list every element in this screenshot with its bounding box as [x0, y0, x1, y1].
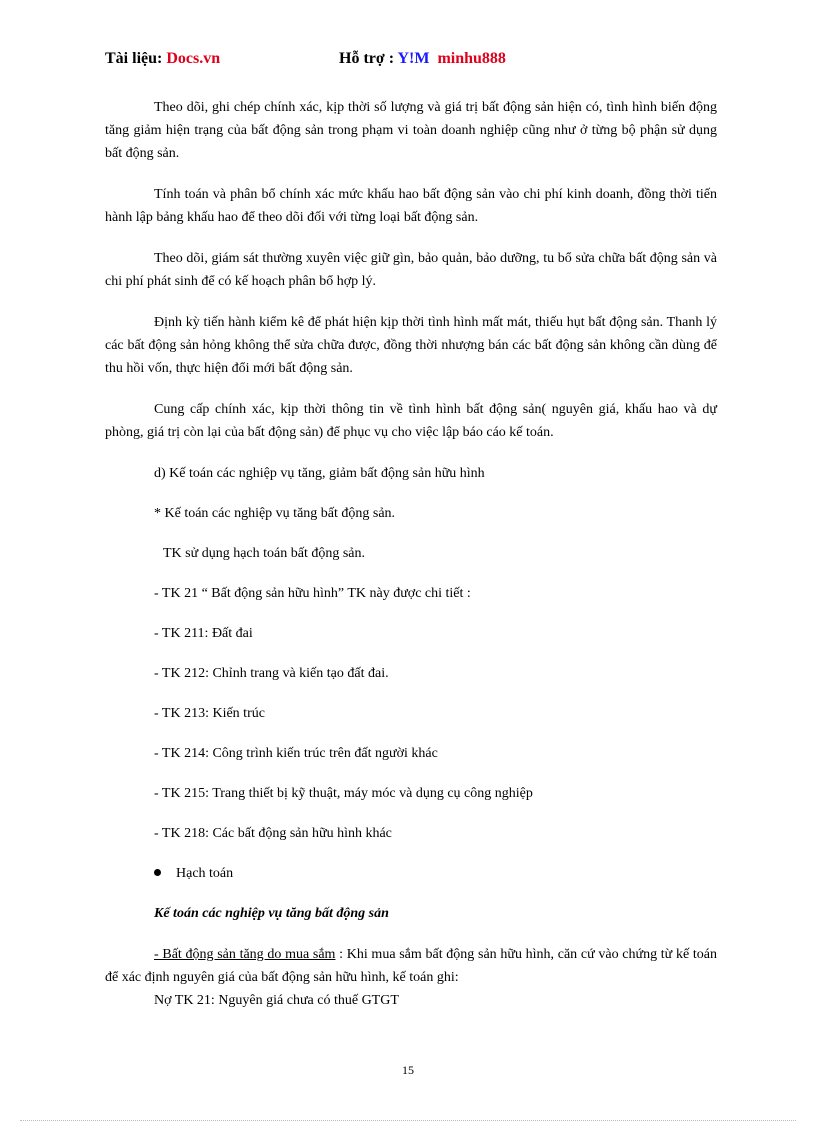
paragraph-2: Tính toán và phân bổ chính xác mức khấu hao bất động sản vào chi phí kinh doanh, đồng thời tiến hành lập bảng khấu hao để theo dõi đối với từng loại bất động sản.: [105, 187, 717, 225]
doc-site-link[interactable]: Docs.vn: [166, 50, 221, 67]
purchase-paragraph: [105, 943, 717, 989]
doc-label: Tài liệu: [105, 50, 158, 67]
paragraph-1: Theo dõi, ghi chép chính xác, kịp thời số lượng và giá trị bất động sản hiện có, tình hình biến động tăng giảm hiện trạng của bất động sản trong phạm vi toàn doanh nghiệp cũng như ở từng bộ phận sử dụng bất động sản.: [105, 100, 717, 161]
bullet-label: Hạch toán: [176, 866, 234, 881]
support-label: Hỗ trợ: [339, 50, 385, 67]
bullet-dot-icon: [154, 869, 161, 876]
debit-line: Nợ TK 21: Nguyên giá chưa có thuế GTGT: [154, 993, 399, 1008]
footer-divider: [20, 1120, 796, 1121]
account-tk214: - TK 214: Công trình kiến trúc trên đất người khác: [154, 746, 438, 761]
document-body: [105, 96, 717, 1012]
page-header: Tài liệu: Docs.vn Hỗ trợ : Y!M minhu888: [105, 50, 506, 67]
section-heading-increase: Kế toán các nghiệp vụ tăng bất động sản: [154, 906, 389, 921]
tk-used-line: TK sử dụng hạch toán bất động sản.: [163, 546, 365, 561]
paragraph-5: Cung cấp chính xác, kịp thời thông tin về tình hình bất động sản( nguyên giá, khấu hao và dự phòng, giá trị còn lại của bất động sản) để phục vụ cho việc lập báo cáo kế toán.: [105, 402, 717, 440]
support-separator: :: [384, 50, 398, 67]
paragraph-3: Theo dõi, giám sát thường xuyên việc giữ gìn, bảo quản, bảo dưỡng, tu bổ sửa chữa bất động sản và chi phí phát sinh để có kế hoạch phân bổ hợp lý.: [105, 251, 717, 289]
star-line: * Kế toán các nghiệp vụ tăng bất động sản.: [154, 506, 396, 521]
section-d-heading: d) Kế toán các nghiệp vụ tăng, giảm bất động sản hữu hình: [154, 466, 485, 481]
bullet-item: [154, 862, 717, 885]
purchase-text: : Khi mua sắm bất động sản hữu hình, căn cứ vào chứng từ kế toán để xác định nguyên giá của bất động sản hữu hình, kế toán ghi:: [105, 947, 717, 985]
purchase-title: - Bất động sản tăng do mua sắm: [154, 947, 336, 962]
account-tk21: - TK 21 “ Bất động sản hữu hình” TK này được chi tiết :: [154, 586, 471, 601]
account-tk213: - TK 213: Kiến trúc: [154, 706, 265, 721]
page-number: 15: [402, 1063, 414, 1077]
ym-handle-link[interactable]: minhu888: [437, 50, 506, 67]
ym-label: Y!M: [397, 50, 430, 67]
paragraph-4: Định kỳ tiến hành kiểm kê để phát hiện kịp thời tình hình mất mát, thiếu hụt bất động sản. Thanh lý các bất động sản hỏng không thể sửa chữa được, đồng thời nhượng bán các bất động sản không cần dùng để thu hồi vốn, thực hiện đổi mới bất động sản.: [105, 315, 717, 376]
account-tk212: - TK 212: Chỉnh trang và kiến tạo đất đai.: [154, 666, 389, 681]
support-block: [339, 50, 506, 68]
account-tk218: - TK 218: Các bất động sản hữu hình khác: [154, 826, 392, 841]
account-tk215: - TK 215: Trang thiết bị kỹ thuật, máy móc và dụng cụ công nghiệp: [154, 786, 533, 801]
account-tk211: - TK 211: Đất đai: [154, 626, 253, 641]
